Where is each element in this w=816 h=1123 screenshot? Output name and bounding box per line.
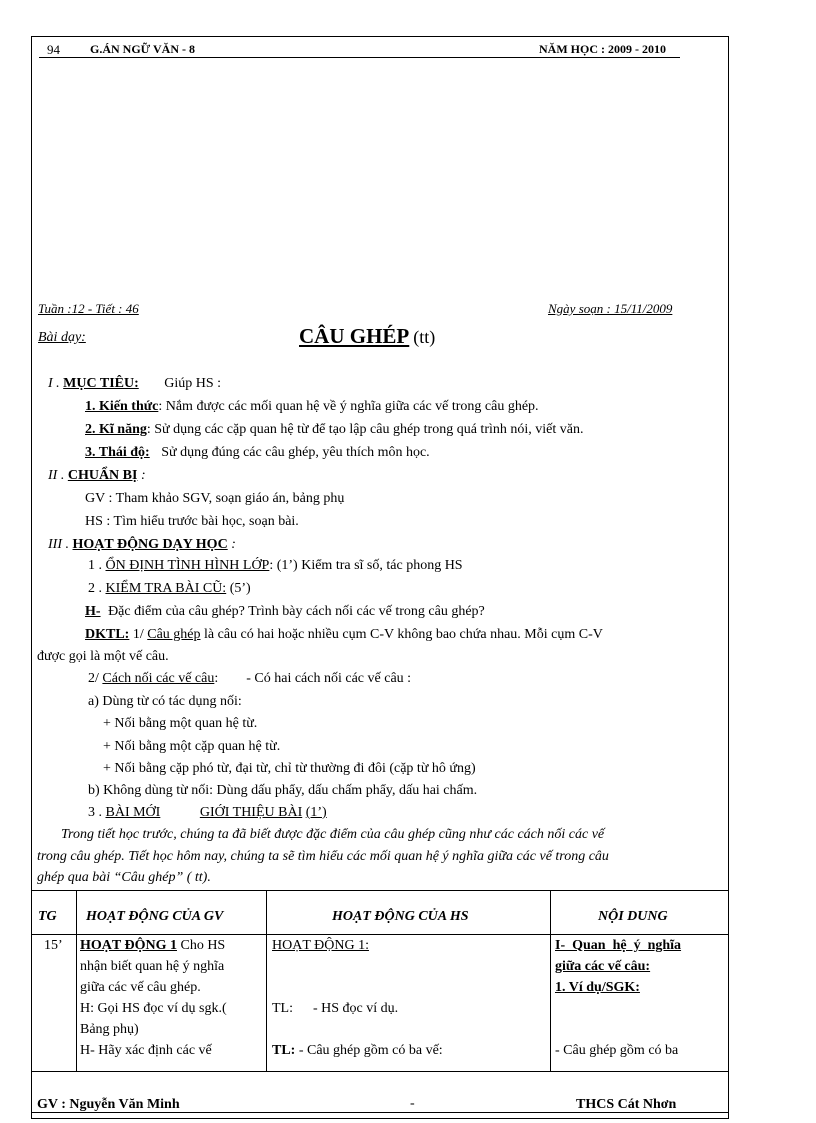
footer-teacher: GV : Nguyễn Văn Minh xyxy=(37,1097,180,1112)
week-period: Tuần :12 - Tiết : 46 xyxy=(38,301,139,316)
preparation-hs: HS : Tìm hiểu trước bài học, soạn bài. xyxy=(85,514,299,529)
table-col-divider-1 xyxy=(76,890,77,1071)
objective-skill: 2. Kĩ năng: Sử dụng các cặp quan hệ từ để tạo lập câu ghép trong quá trình nói, viết văn. xyxy=(85,422,584,437)
step-1: 1 . ỔN ĐỊNH TÌNH HÌNH LỚP: (1’) Kiểm tra sĩ số, tác phong HS xyxy=(88,558,463,573)
step-3: 3 . BÀI MỚI GIỚI THIỆU BÀI (1’) xyxy=(88,805,327,820)
table-header-content: NỘI DUNG xyxy=(598,909,668,924)
step-2: 2 . KIỂM TRA BÀI CŨ: (5’) xyxy=(88,581,251,596)
answer-2a-item-3: + Nối bằng cặp phó từ, đại từ, chỉ từ thường đi đôi (cặp từ hô ứng) xyxy=(103,761,476,776)
answer-2a: a) Dùng từ có tác dụng nối: xyxy=(88,694,242,709)
table-top-rule xyxy=(31,890,729,891)
objective-attitude: 3. Thái độ: Sử dụng đúng các câu ghép, yêu thích môn học. xyxy=(85,445,430,460)
answer-2b: b) Không dùng từ nối: Dùng dấu phẩy, dấu chấm phẩy, dấu hai chấm. xyxy=(88,783,478,798)
answer-1: DKTL: 1/ Câu ghép là câu có hai hoặc nhiều cụm C-V không bao chứa nhau. Mỗi cụm C-V xyxy=(85,627,603,642)
row-gv: HOẠT ĐỘNG 1 Cho HS nhận biết quan hệ ý nghĩa giữa các vế câu ghép. H: Gọi HS đọc ví dụ sgk.( Bảng phụ) H- Hãy xác định các vế xyxy=(80,938,227,1058)
header-school-year: NĂM HỌC : 2009 - 2010 xyxy=(539,42,666,56)
title-main: CÂU GHÉP xyxy=(299,324,410,348)
intro-text-2: trong câu ghép. Tiết học hôm nay, chúng ta sẽ tìm hiểu các mối quan hệ ý nghĩa giữa các vế trong câu xyxy=(37,849,609,864)
answer-2: 2/ Cách nối các vế câu: - Có hai cách nối các vế câu : xyxy=(88,671,412,686)
prep-date: Ngày soạn : 15/11/2009 xyxy=(548,301,673,316)
intro-text-1: Trong tiết học trước, chúng ta đã biết được đặc điểm của câu ghép cũng như các cách nối các vế xyxy=(61,827,605,842)
table-col-divider-2 xyxy=(266,890,267,1071)
row-hs: HOẠT ĐỘNG 1: TL: - HS đọc ví dụ. TL: - Câu ghép gồm có ba vế: xyxy=(272,938,443,1058)
page-number: 94 xyxy=(47,42,60,57)
header-subject: G.ÁN NGỮ VĂN - 8 xyxy=(90,42,195,56)
header-rule xyxy=(39,57,680,58)
footer-school: THCS Cát Nhơn xyxy=(576,1097,677,1112)
table-header-hs: HOẠT ĐỘNG CỦA HS xyxy=(332,909,469,924)
table-header-tg: TG xyxy=(38,909,57,924)
answer-2a-item-1: + Nối bằng một quan hệ từ. xyxy=(103,716,258,731)
row-tg: 15’ xyxy=(44,938,63,953)
objective-knowledge: 1. Kiến thức: Nắm được các mối quan hệ về ý nghĩa giữa các vế trong câu ghép. xyxy=(85,399,539,414)
check-question: H- Đặc điểm của câu ghép? Trình bày cách nối các vế trong câu ghép? xyxy=(85,604,485,619)
preparation-heading: II . CHUẨN BỊ : xyxy=(48,468,146,483)
intro-text-3: ghép qua bài “Câu ghép” ( tt). xyxy=(37,870,211,885)
objectives-heading: I . MỤC TIÊU: Giúp HS : xyxy=(48,376,222,391)
lesson-label: Bài dạy: xyxy=(38,330,86,345)
answer-2a-item-2: + Nối bằng một cặp quan hệ từ. xyxy=(103,739,281,754)
page-title xyxy=(299,324,435,349)
activities-heading: III . HOẠT ĐỘNG DẠY HỌC : xyxy=(48,537,236,552)
row-content: I- Quan hệ ý nghĩa giữa các vế câu: 1. Ví dụ/SGK: - Câu ghép gồm có ba xyxy=(555,938,682,1058)
table-bottom-rule xyxy=(31,1071,729,1072)
preparation-gv: GV : Tham khảo SGV, soạn giáo án, bảng phụ xyxy=(85,491,345,506)
title-suffix: (tt) xyxy=(413,327,436,347)
answer-1-cont: được gọi là một vế câu. xyxy=(37,649,169,664)
table-col-divider-3 xyxy=(550,890,551,1071)
footer-separator: - xyxy=(410,1096,415,1111)
table-header-gv: HOẠT ĐỘNG CỦA GV xyxy=(86,909,224,924)
